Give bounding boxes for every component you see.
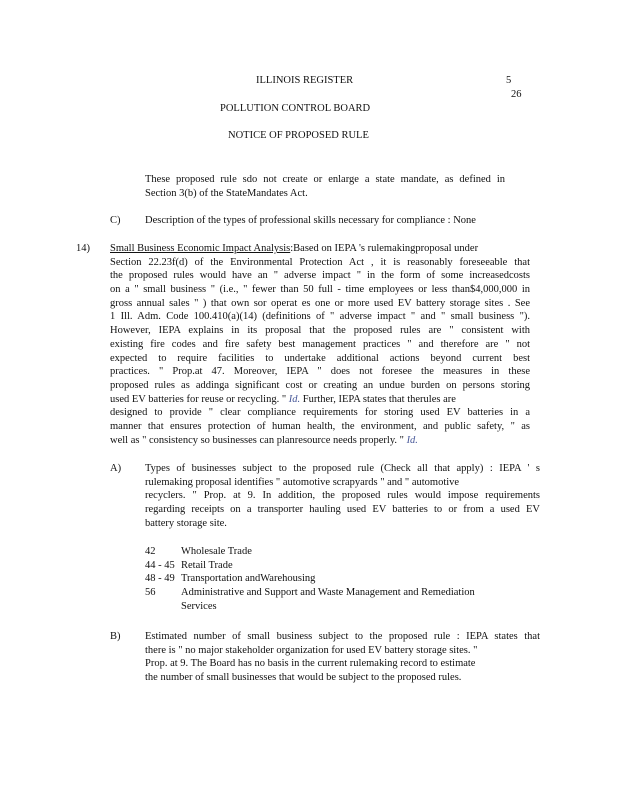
paragraph-line: Prop. at 9. The Board has no basis in the current rulemaking record to estimate [145, 658, 476, 670]
paragraph-line: regarding receipts on a transporter hauling used EV batteries to or from a used EV [145, 504, 540, 516]
paragraph-line: practices. " Prop.at 47. Moreover, IEPA " does not foresee the measures in these [110, 366, 530, 378]
paragraph-line: 1 Ill. Adm. Code 100.410(a)(14) (definitions of " adverse impact " and " small business "). [110, 311, 530, 323]
paragraph-line: existing fire codes and fire safety best management practices " and therefore are " not [110, 338, 530, 350]
paragraph-line: rulemaking proposal identifies " automotive scrapyards " and " automotive [145, 476, 460, 488]
page-number: 26 [511, 89, 522, 100]
paragraph-line: recyclers. " Prop. at 9. In addition, the proposed rules would impose requirements [145, 490, 540, 502]
register-title: ILLINOIS REGISTER [256, 75, 354, 86]
naics-description: Transportation andWarehousing [181, 573, 316, 585]
paragraph-line: Estimated number of small business subject to the proposed rule : IEPA states that [145, 631, 540, 642]
naics-description: Wholesale Trade [181, 546, 252, 557]
paragraph-line: battery storage site. [145, 517, 227, 529]
item-c-text: Description of the types of professional skills necessary for compliance : None [145, 215, 476, 226]
item-b-label: B) [110, 631, 121, 642]
mandate-line: These proposed rule sdo not create or enlarge a state mandate, as defined in [145, 174, 505, 185]
paragraph-line: the proposed rules would have an " adverse impact " in the form of some increasedcosts [110, 270, 530, 282]
list-item [145, 586, 515, 600]
item-c-label: C) [110, 215, 121, 226]
paragraph-line: used EV batteries for reuse or recycling. " Id. Further, IEPA states that therules are [110, 393, 456, 405]
paragraph-line: expected to require facilities to undertake additional actions beyond current best [110, 352, 530, 364]
naics-code: 44 - 45 [145, 559, 175, 571]
paragraph-line: gross annual sales " ) that own sor operat es one or more used EV battery storage sites . See [110, 297, 530, 309]
list-item [145, 545, 515, 559]
list-item [145, 572, 515, 586]
paragraph-line: well as " consistency so businesses can planresource needs properly. " Id. [110, 434, 418, 446]
paragraph-line: Section 22.23f(d) of the Environmental Protection Act , it is reasonably foreseeable that [110, 256, 530, 268]
volume-number: 5 [506, 75, 512, 86]
id-citation: Id. [288, 393, 301, 405]
paragraph-line: However, IEPA explains in its proposal that the proposed rules are " consistent with [110, 325, 530, 337]
item-14-line-first: Small Business Economic Impact Analysis:Based on IEPA 's rulemakingproposal under [110, 243, 479, 254]
paragraph-line: designed to provide " clear compliance requirements for storing used EV batteries in a [110, 407, 530, 419]
paragraph-line: proposed rules as addinga significant cost or creating an undue burden on persons storing [110, 379, 530, 391]
naics-description: Administrative and Support and Waste Management and Remediation [181, 587, 475, 599]
item-a-label: A) [110, 463, 122, 474]
item-a-paragraph [145, 462, 540, 530]
mandate-line: Section 3(b) of the StateMandates Act. [145, 187, 308, 199]
id-citation: Id. [406, 434, 418, 446]
naics-code: 48 - 49 [145, 573, 175, 585]
item-14-number: 14) [76, 243, 90, 254]
list-item [145, 600, 515, 614]
naics-code: 56 [145, 587, 156, 599]
paragraph-line: on a " small business " (i.e., " fewer than 50 full - time employees or less than$4,000,000 in [110, 284, 530, 296]
mandate-paragraph [145, 173, 505, 200]
paragraph-line: the number of small businesses that would be subject to the proposed rules. [145, 672, 462, 684]
notice-title: NOTICE OF PROPOSED RULE [228, 130, 369, 141]
naics-code: 42 [145, 546, 156, 557]
naics-description: Retail Trade [181, 559, 233, 571]
item-14-paragraph [110, 242, 530, 447]
list-item [145, 559, 515, 573]
item-b-paragraph [145, 630, 540, 685]
paragraph-line: Types of businesses subject to the proposed rule (Check all that apply) : IEPA ' s [145, 463, 540, 474]
paragraph-line: there is " no major stakeholder organization for used EV battery storage sites. " [145, 644, 478, 656]
paragraph-line: manner that ensures protection of human health, the environment, and public safety, " as [110, 420, 530, 432]
naics-description-cont: Services [181, 600, 217, 612]
naics-code-list [145, 545, 515, 613]
agency-name: POLLUTION CONTROL BOARD [220, 103, 371, 114]
item-14-heading: Small Business Economic Impact Analysis [110, 243, 291, 254]
